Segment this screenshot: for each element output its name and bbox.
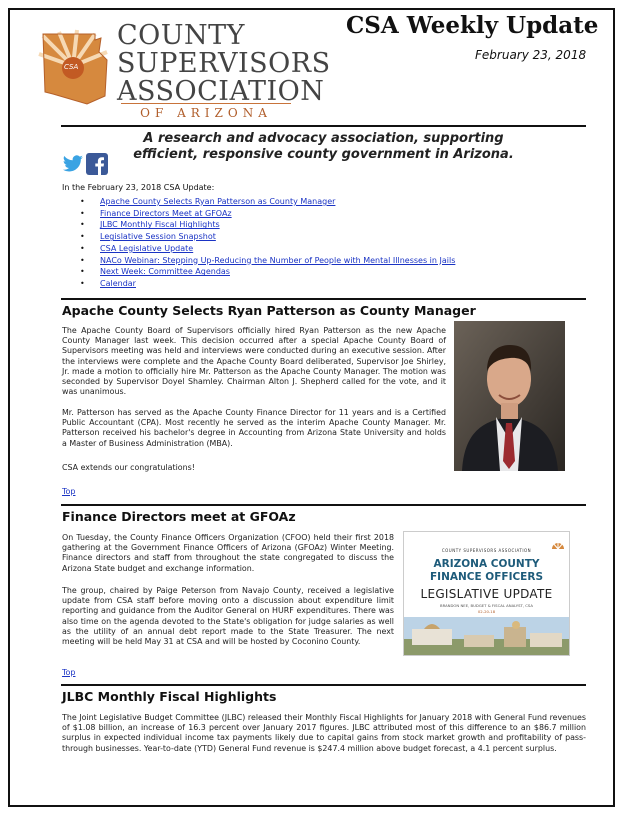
- logo-line-county: COUNTY: [117, 20, 246, 51]
- list-item: [80, 231, 455, 243]
- article-paragraph: The group, chaired by Paige Peterson from Navajo County, received a legislative update from CSA staff before moving onto a discussion about expenditure limit reporting and guidance from the Auditor General on HURF expenditures. There was also time on the agenda devoted to the State's obligation for judge salaries as well as the utility of an annual debt report made to the State Treasurer. The next meeting will be held May 31 at CSA and will be hosted by Coconino County.: [62, 586, 394, 647]
- section-divider: [61, 298, 586, 300]
- slide-date: 02-20-18: [477, 609, 496, 614]
- toc-link-calendar[interactable]: Calendar: [100, 278, 136, 288]
- list-item: [80, 196, 455, 208]
- slide-line-3: LEGISLATIVE UPDATE: [420, 587, 553, 601]
- toc-link-finance-directors[interactable]: Finance Directors Meet at GFOAz: [100, 208, 232, 218]
- capitol-skyline-image: [404, 617, 569, 655]
- toc-link-committee-agendas[interactable]: Next Week: Committee Agendas: [100, 267, 230, 277]
- list-item: [80, 243, 455, 255]
- article-heading-apache-county: Apache County Selects Ryan Patterson as County Manager: [62, 303, 476, 318]
- section-divider: [61, 684, 586, 686]
- tagline: [61, 131, 586, 163]
- toc-link-naco-webinar[interactable]: NACo Webinar: Stepping Up-Reducing the Number of People with Mental Illnesses in Jails: [100, 255, 456, 265]
- article-paragraph: The Joint Legislative Budget Committee (JLBC) released their Monthly Fiscal Highlights for January 2018 with General Fund revenues of $1.08 billion, an increase of 16.3 percent over January 2017 figures. JLBC attributed most of this difference to an $86.7 million surplus in expected individual income tax payments likely due to capital gains from stock market growth and profitability of pass-through businesses. Year-to-date (YTD) General Fund revenue is $247.4 million above budget forecast, a 4.1 percent surplus.: [62, 713, 586, 753]
- article-paragraph: CSA extends our congratulations!: [62, 463, 195, 472]
- toc-link-csa-legislative-update[interactable]: CSA Legislative Update: [100, 243, 194, 253]
- toc-link-jlbc[interactable]: JLBC Monthly Fiscal Highlights: [100, 220, 220, 230]
- tagline-line-2: efficient, responsive county government in Arizona.: [133, 147, 514, 162]
- newsletter-date: February 23, 2018: [475, 48, 587, 62]
- logo-line-association: ASSOCIATION: [117, 76, 325, 107]
- logo-line-of-arizona: OF ARIZONA: [121, 103, 291, 120]
- article-paragraph: The Apache County Board of Supervisors officially hired Ryan Patterson as the new Apache County Manager last week. This decision occurred after a special Apache County Board of Supervisors meeting was held and interviews were conducted during an executive session. After the interviews were complete and the Apache County Board deliberated, Supervisor Joe Shirley, Jr. made a motion to officially hire Mr. Patterson as the Apache County Manager. The motion was seconded by Supervisor Doyel Shamley. Chairman Alton J. Shepherd called for the vote, and it was unanimous.: [62, 326, 446, 397]
- newsletter-title: CSA Weekly Update: [346, 12, 599, 39]
- facebook-icon[interactable]: [86, 153, 108, 175]
- list-item: [80, 278, 455, 290]
- list-item: [80, 208, 455, 220]
- toc-link-apache-county[interactable]: Apache County Selects Ryan Patterson as County Manager: [100, 197, 336, 206]
- article-heading-finance-directors: Finance Directors meet at GFOAz: [62, 509, 296, 524]
- table-of-contents: [80, 196, 455, 290]
- tagline-line-1: A research and advocacy association, supporting: [143, 131, 504, 146]
- slide-line-1: ARIZONA COUNTY: [433, 558, 540, 570]
- logo-wordmark: [117, 20, 331, 120]
- portrait-image: [454, 321, 565, 471]
- list-item: [80, 266, 455, 278]
- slide-line-2: FINANCE OFFICERS: [429, 571, 544, 583]
- top-link[interactable]: Top: [62, 668, 76, 677]
- twitter-icon[interactable]: [62, 155, 84, 173]
- header-divider: [61, 125, 586, 127]
- logo-badge: CSA: [64, 63, 79, 71]
- slide-assoc-label: COUNTY SUPERVISORS ASSOCIATION: [441, 548, 532, 553]
- article-paragraph: Mr. Patterson has served as the Apache County Finance Director for 11 years and is a Certified Public Accountant (CPA). Most recently he served as the interim Apache County Manager. Mr. Patterson received his bachelor's degree in Accounting from Arizona State University and holds a Master of Business Administration (MBA).: [62, 408, 446, 448]
- logo-line-supervisors: SUPERVISORS: [117, 48, 331, 79]
- ryan-patterson-photo: [454, 321, 565, 471]
- section-divider: [61, 504, 586, 506]
- legislative-update-slide-image: [403, 531, 570, 656]
- toc-link-legislative-snapshot[interactable]: Legislative Session Snapshot: [100, 232, 216, 242]
- list-item: [80, 219, 455, 231]
- slide-presenter: BRANDON NEE, BUDGET & FISCAL ANALYST, CSA: [439, 603, 533, 608]
- toc-intro: In the February 23, 2018 CSA Update:: [62, 183, 215, 192]
- list-item: [80, 255, 455, 267]
- article-heading-jlbc: JLBC Monthly Fiscal Highlights: [62, 689, 277, 704]
- article-paragraph: On Tuesday, the County Finance Officers Organization (CFOO) held their first 2018 gathering at the Government Finance Officers of Arizona (GFOAz) Winter Meeting. Finance directors and staff from throughout the state congregated to discuss the Arizona State budget and exchange information.: [62, 533, 394, 573]
- top-link[interactable]: Top: [62, 487, 76, 496]
